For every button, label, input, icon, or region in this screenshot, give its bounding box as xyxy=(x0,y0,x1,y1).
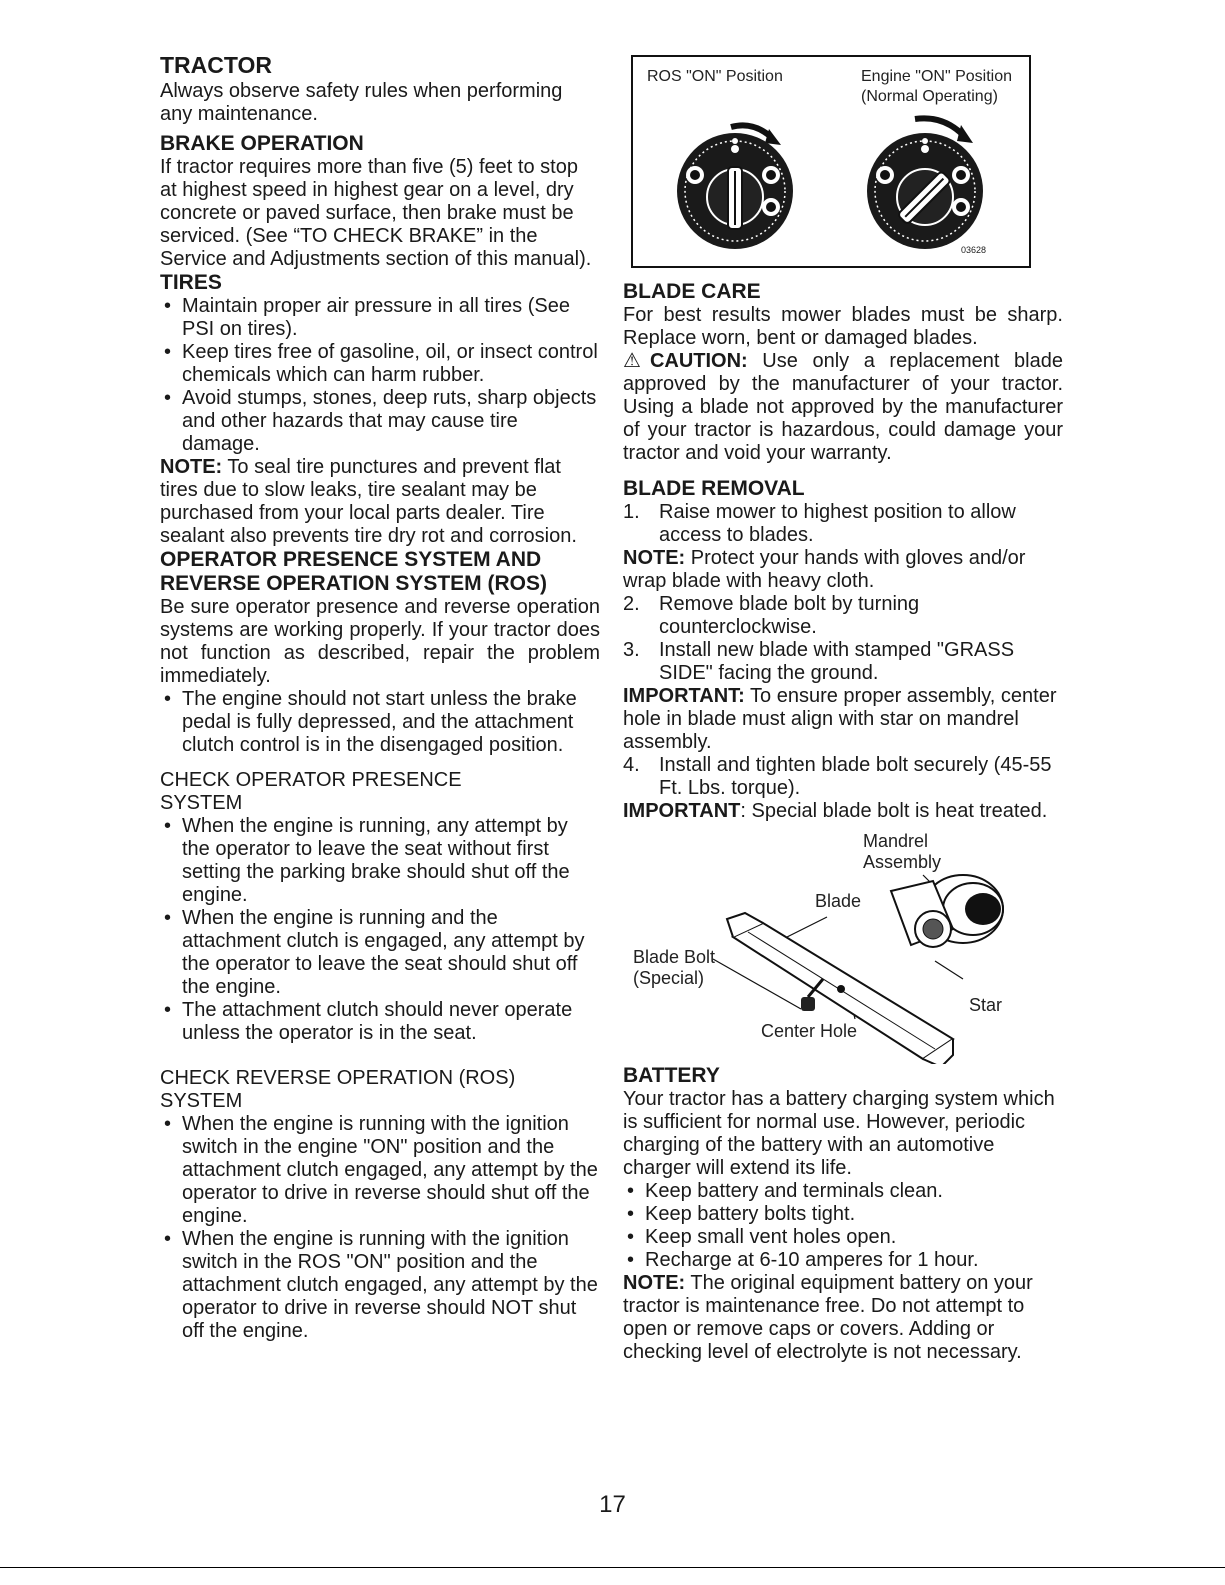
check-ops-heading-1: CHECK OPERATOR PRESENCE xyxy=(160,769,462,791)
step-number: 1. xyxy=(623,501,640,523)
list-item xyxy=(623,754,1063,800)
check-ops-heading-2: SYSTEM xyxy=(160,792,243,814)
step-number: 3. xyxy=(623,639,640,661)
important-1 xyxy=(623,685,1063,754)
note-text: Protect your hands with gloves and/or wrap blade with heavy cloth. xyxy=(623,547,1026,592)
ops-list xyxy=(160,688,600,757)
normal-operating-label: (Normal Operating) xyxy=(861,88,998,105)
blade-removal-steps-3 xyxy=(623,754,1063,800)
blade-care-heading: BLADE CARE xyxy=(623,280,761,303)
page-number: 17 xyxy=(599,1491,626,1518)
note-label: NOTE: xyxy=(623,1272,686,1294)
check-ops-list xyxy=(160,815,600,1045)
blade-bolt-label-1: Blade Bolt xyxy=(633,947,716,967)
step-number: 2. xyxy=(623,593,640,615)
list-item: • When the engine is running with the ignition switch in the ROS "ON" position and the attachment clutch engaged, any attempt by the operator to drive in reverse should NOT shut off the engine. xyxy=(160,1228,600,1343)
note-text: To seal tire punctures and prevent flat tires due to slow leaks, tire sealant may be purchased from your local parts dealer. Tire sealant also prevents tire dry rot and corrosion. xyxy=(160,456,577,547)
engine-on-label: Engine "ON" Position xyxy=(861,68,1012,85)
battery-heading: BATTERY xyxy=(623,1064,720,1087)
page-divider xyxy=(0,1567,1225,1568)
right-column xyxy=(623,50,1063,1364)
ops-heading-1: OPERATOR PRESENCE SYSTEM AND xyxy=(160,548,542,571)
check-ros-heading-1: CHECK REVERSE OPERATION (ROS) xyxy=(160,1067,516,1089)
ignition-figure xyxy=(631,55,1031,268)
list-item: • The attachment clutch should never operate unless the operator is in the seat. xyxy=(160,999,600,1045)
figure-code: 03628 xyxy=(961,245,987,255)
mandrel-shape xyxy=(891,875,1003,947)
important-2 xyxy=(623,800,1063,823)
blade-care-text: For best results mower blades must be sharp. Replace worn, bent or damaged blades. xyxy=(623,304,1063,349)
ignition-switch-icons xyxy=(673,109,1013,259)
list-item xyxy=(623,501,1063,547)
blade-bolt-label-2: (Special) xyxy=(633,968,705,988)
tires-heading: TIRES xyxy=(160,271,222,294)
list-item xyxy=(623,593,1063,639)
blade-label: Blade xyxy=(815,891,862,911)
step-text: Install new blade with stamped "GRASS SIDE" facing the ground. xyxy=(659,639,1015,684)
list-item: • When the engine is running and the attachment clutch is engaged, any attempt by the operator to leave the seat should shut off the engine. xyxy=(160,907,600,999)
list-item: • When the engine is running, any attempt by the operator to leave the seat without first setting the parking brake should shut off the engine. xyxy=(160,815,600,907)
step-text: Raise mower to highest position to allow access to blades. xyxy=(659,501,1016,546)
warning-icon: ⚠ xyxy=(623,350,650,372)
ops-heading-2: REVERSE OPERATION SYSTEM (ROS) xyxy=(160,572,547,595)
list-item: • Keep small vent holes open. xyxy=(623,1226,1063,1249)
list-item xyxy=(623,639,1063,685)
list-item: • The engine should not start unless the brake pedal is fully depressed, and the attachment clutch control is in the disengaged position. xyxy=(160,688,600,757)
battery-text: Your tractor has a battery charging system which is sufficient for normal use. However, periodic charging of the battery with an automotive charger will extend its life. xyxy=(623,1088,1055,1179)
left-column xyxy=(160,50,600,1343)
list-item: • Keep battery bolts tight. xyxy=(623,1203,1063,1226)
intro-text: Always observe safety rules when performing any maintenance. xyxy=(160,80,563,125)
list-item: • Recharge at 6-10 amperes for 1 hour. xyxy=(623,1249,1063,1272)
blade-figure xyxy=(623,829,1063,1064)
ops-text: Be sure operator presence and reverse operation systems are working properly. If your tractor does not function as described, repair the problem immediately. xyxy=(160,596,600,687)
note-text: The original equipment battery on your tractor is maintenance free. Do not attempt to open or remove caps or covers. Adding or checking level of electrolyte is not necessary. xyxy=(623,1272,1033,1363)
list-item: • Avoid stumps, stones, deep ruts, sharp objects and other hazards that may cause tire damage. xyxy=(160,387,600,456)
center-hole-label: Center Hole xyxy=(761,1021,858,1041)
caution-text: Use only a replacement blade approved by the manufacturer of your tractor. Using a blade not approved by the manufacturer of your tractor is hazardous, could damage your tractor and void your warranty. xyxy=(623,350,1063,464)
important-label: IMPORTANT xyxy=(623,800,741,822)
mandrel-label-1: Mandrel xyxy=(863,831,929,851)
tires-list xyxy=(160,295,600,456)
blade-removal-heading: BLADE REMOVAL xyxy=(623,477,805,500)
tires-note xyxy=(160,456,600,548)
step-text: Install and tighten blade bolt securely (45-55 Ft. Lbs. torque). xyxy=(659,754,1052,799)
battery-note xyxy=(623,1272,1063,1364)
brake-heading: BRAKE OPERATION xyxy=(160,132,364,155)
ros-switch-icon xyxy=(677,125,793,249)
star-label: Star xyxy=(969,995,1003,1015)
important-text: : Special blade bolt is heat treated. xyxy=(740,800,1048,822)
step-text: Remove blade bolt by turning counterclockwise. xyxy=(659,593,920,638)
check-ros-heading-2: SYSTEM xyxy=(160,1090,243,1112)
note-label: NOTE: xyxy=(160,456,223,478)
important-label: IMPORTANT: xyxy=(623,685,745,707)
battery-list xyxy=(623,1180,1063,1272)
blade-removal-steps xyxy=(623,501,1063,547)
step-number: 4. xyxy=(623,754,640,776)
mandrel-label-2: Assembly xyxy=(863,852,942,872)
list-item: • When the engine is running with the ignition switch in the engine "ON" position and the attachment clutch engaged, any attempt by the operator to drive in reverse should shut off the engine. xyxy=(160,1113,600,1228)
caution-label: CAUTION: xyxy=(649,350,748,372)
ros-on-label: ROS "ON" Position xyxy=(647,68,783,85)
note-label: NOTE: xyxy=(623,547,686,569)
section-title: TRACTOR xyxy=(160,52,273,78)
blade-removal-steps-2 xyxy=(623,593,1063,685)
engine-switch-icon xyxy=(867,118,983,249)
brake-text: If tractor requires more than five (5) feet to stop at highest speed in highest gear on a level, dry concrete or paved surface, then brake must be serviced. (See “TO CHECK BRAKE” in the Service and Adjustments section of this manual). xyxy=(160,156,592,270)
check-ros-list xyxy=(160,1113,600,1343)
caution-paragraph xyxy=(623,350,1063,465)
removal-note xyxy=(623,547,1063,593)
important-text: To ensure proper assembly, center hole in blade must align with star on mandrel assembly. xyxy=(623,685,1057,753)
list-item: • Keep tires free of gasoline, oil, or insect control chemicals which can harm rubber. xyxy=(160,341,600,387)
list-item: • Maintain proper air pressure in all tires (See PSI on tires). xyxy=(160,295,600,341)
list-item: • Keep battery and terminals clean. xyxy=(623,1180,1063,1203)
